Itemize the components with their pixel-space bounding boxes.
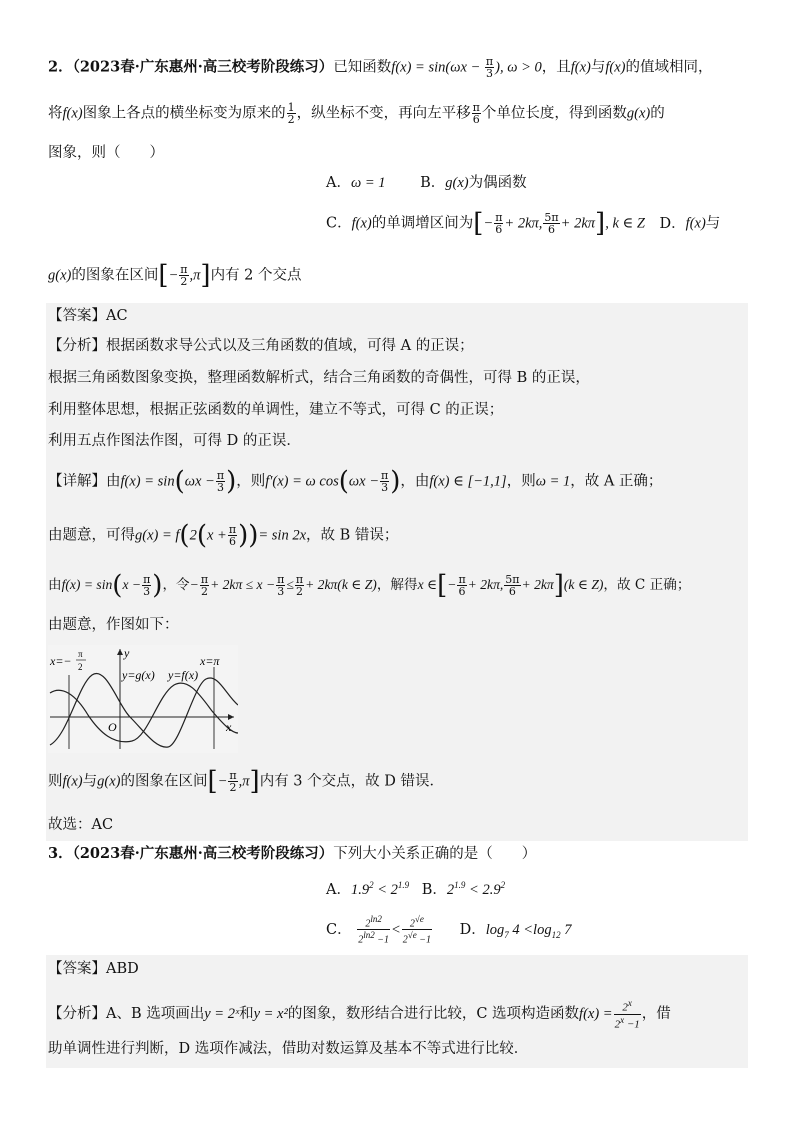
q2-detail-2: 由题意，可得g(x) = f(2(x + $\frac{\pi}{6}$ ))= sin 2x，故 B 错误； [48,520,399,551]
text: 与 [705,215,721,232]
fig-pi: π [78,649,83,659]
math: f(x) = sin [61,577,113,592]
math: (k ∈ Z) [563,577,604,592]
math: ω = 1 [350,175,386,191]
text: 内有 2 个交点 [210,267,302,284]
q2-detail-3: 由f(x) = sin(x − $\frac{\pi}{3}$ )，令− $\frac{\pi}{2}$ + 2kπ ≤ x − $\frac{\pi}{3}$ ≤ $\frac{\pi}{2}$ + 2kπ(k ∈ Z)，解得x ∈[− $\frac{\pi}{6}$ + 2kπ, $\frac{5\pi}{6}$ + 2kπ](k ∈ Z)，故 C 正确； [48,570,691,601]
option-b-label: B． [420,175,446,191]
q3-analysis-2: 助单调性进行判断，D 选项作减法，借助对数运算及基本不等式进行比较． [48,1041,529,1057]
text: ，则 [506,473,536,490]
math: g(x) = f [135,527,180,544]
label-x-axis: x [226,720,232,734]
label-origin: O [108,720,117,734]
text: 的图象在区间 [71,267,159,284]
q3-stem [48,843,748,865]
text: 与 [590,59,606,76]
math: f(x) [62,105,83,122]
math: ), ω > 0 [495,59,542,76]
text: 内有 3 个交点，故 D 错误． [259,773,444,790]
math: f(x) [570,59,591,76]
q2-option-d-cont: g(x)的图象在区间[− $\frac{\pi}{2}$ ,π]内有 2 个交点 [48,260,302,291]
label-x-neg-pi-2: x=− [50,654,72,668]
text: ，令 [162,577,190,593]
text: ，则 [236,473,266,490]
option-a-label: A． [326,881,351,898]
math: f(x) [62,773,83,790]
text: 与 [82,773,98,790]
option-c-label: C． [326,921,352,938]
math: f(x) ∈ [−1,1] [429,473,507,490]
text: ，故 A 正确； [570,473,663,490]
label-y: y [124,646,130,660]
text: 为偶函数 [468,175,527,191]
option-d-label: D． [459,921,486,938]
math: , k ∈ Z [605,215,645,232]
text: 个单位长度，得到函数 [481,105,627,122]
text: 【分析】A、B 选项画出 [48,1006,205,1023]
text: 则 [48,773,63,790]
text: ，纵坐标不变，再向左平移 [296,105,471,122]
q3-options-ab: A．$1.9^2 < 2^{1.9}$ B．$2^{1.9} < 2.9^2$ [326,880,506,898]
text: 由 [48,577,62,593]
fig-2: 2 [78,662,83,672]
math: y = 2ˣ [204,1006,240,1023]
curve-g [50,673,238,747]
text: 下列大小关系正确的是（ ） [333,846,537,862]
math: y = x² [253,1006,288,1023]
q2-detail-1: 【详解】由f(x) = sin(ωx − $\frac{\pi}{3}$ )，则f′(x) = ω cos(ωx − $\frac{\pi}{3}$ )，由f(x) ∈ [−1,1]，则ω = 1，故 A 正确； [48,466,663,497]
label-g: y=g(x) [122,668,155,682]
y-axis-arrow [117,649,123,655]
text: ，借 [641,1006,671,1023]
fraction: $\frac{\pi}{3}$ [485,55,494,80]
text: 将 [48,105,63,122]
q2-stem-line1 [48,56,748,79]
math: + 2kπ ≤ x − [210,577,276,592]
math: + 2kπ, [504,215,543,232]
graph-figure [48,645,238,753]
math: f(x) = [579,1006,613,1023]
q2-choose: 故选：AC [48,817,114,833]
text: ，故 B 错误； [306,527,399,544]
text: 的值域相同， [625,59,713,76]
q2-title: 2．（2023春·广东惠州·高三校考阶段练习） [48,58,334,76]
math: + 2kπ(k ∈ Z) [305,577,377,592]
q3-answer: 【答案】ABD [48,961,139,977]
q2-stem-line3: 图象，则（ ） [48,145,164,161]
curve-f [50,683,238,742]
q2-detail-5: 则f(x)与g(x)的图象在区间[− $\frac{\pi}{2}$ ,π]内有 3 个交点，故 D 错误． [48,766,444,797]
math: f(x) [605,59,626,76]
text: ，解得 [376,577,418,593]
q2-option-c: C．f(x)的单调增区间为[− $\frac{\pi}{6}$ + 2kπ, $\frac{5\pi}{6}$ + 2kπ], k ∈ Z D．f(x)与 [326,208,721,239]
graph-svg [48,645,238,753]
text: 【详解】由 [48,473,121,490]
q2-analysis-3: 利用整体思想，根据正弦函数的单调性，建立不等式，可得 C 的正误； [48,402,504,418]
q2-analysis-1: 【分析】根据函数求导公式以及三角函数的值域，可得 A 的正误； [48,338,474,354]
text: 图象上各点的横坐标变为原来的 [82,105,286,122]
math: ω = 1 [535,473,571,490]
math: + 2kπ [560,215,596,232]
math: g(x) [48,267,72,284]
option-a-label: A． [326,175,351,191]
text: 的 [650,105,665,122]
math: ≤ [286,577,294,592]
q3-analysis-1: 【分析】A、B 选项画出y = 2ˣ和y = x²的图象，数形结合进行比较，C 选项构造函数f(x) = $\frac{2^x}{2^x -1}$ ，借 [48,998,671,1031]
text: ，由 [400,473,430,490]
math: f(x) = sin [120,473,175,490]
option-c-label: C． [326,215,352,232]
text: 的图象在区间 [120,773,208,790]
text: 由题意，可得 [48,527,135,544]
math: g(x) [97,773,121,790]
text: ，故 C 正确； [603,577,691,593]
q2-detail-4: 由题意，作图如下： [48,617,179,633]
q2-analysis-4: 利用五点作图法作图，可得 D 的正误． [48,433,301,449]
math: f(x) = sin(ωx − [391,59,484,76]
label-x-pi: x=π [200,654,220,668]
text: 的图象，数形结合进行比较，C 选项构造函数 [287,1006,580,1023]
math: f(x) [351,215,372,232]
text: 已知函数 [333,59,392,76]
q2-stem-line2 [48,102,748,125]
text: 和 [239,1006,254,1023]
q3-title: 3．（2023春·广东惠州·高三校考阶段练习） [48,845,334,862]
math: = sin 2x [258,527,307,544]
fraction: $\frac{1}{2}$ [287,101,295,126]
q2-analysis-2: 根据三角函数图象变换，整理函数解析式，结合三角函数的奇偶性，可得 B 的正误， [48,370,590,386]
math: x ∈ [417,577,438,592]
label-f: y=f(x) [168,668,199,682]
q2-options-ab [326,172,748,194]
fraction: $\frac{\pi}{6}$ [472,101,480,126]
q3-options-cd: C． $\frac{2^{ln2}}{2^{ln2} -1}$ < $\frac{2^{√e}}{2^{√e} -1}$ D．$\log_7 4 <\log_{12}$ 7 [326,914,572,946]
math: f′(x) = ω cos [265,473,339,490]
text: 的单调增区间为 [371,215,474,232]
option-d-label: D． [659,215,686,232]
math: g(x) [626,105,651,122]
math: f(x) [685,215,706,232]
option-b-label: B． [421,881,447,898]
q2-answer: 【答案】AC [48,308,128,324]
math: g(x) [445,175,469,191]
text: ，且 [541,59,571,76]
